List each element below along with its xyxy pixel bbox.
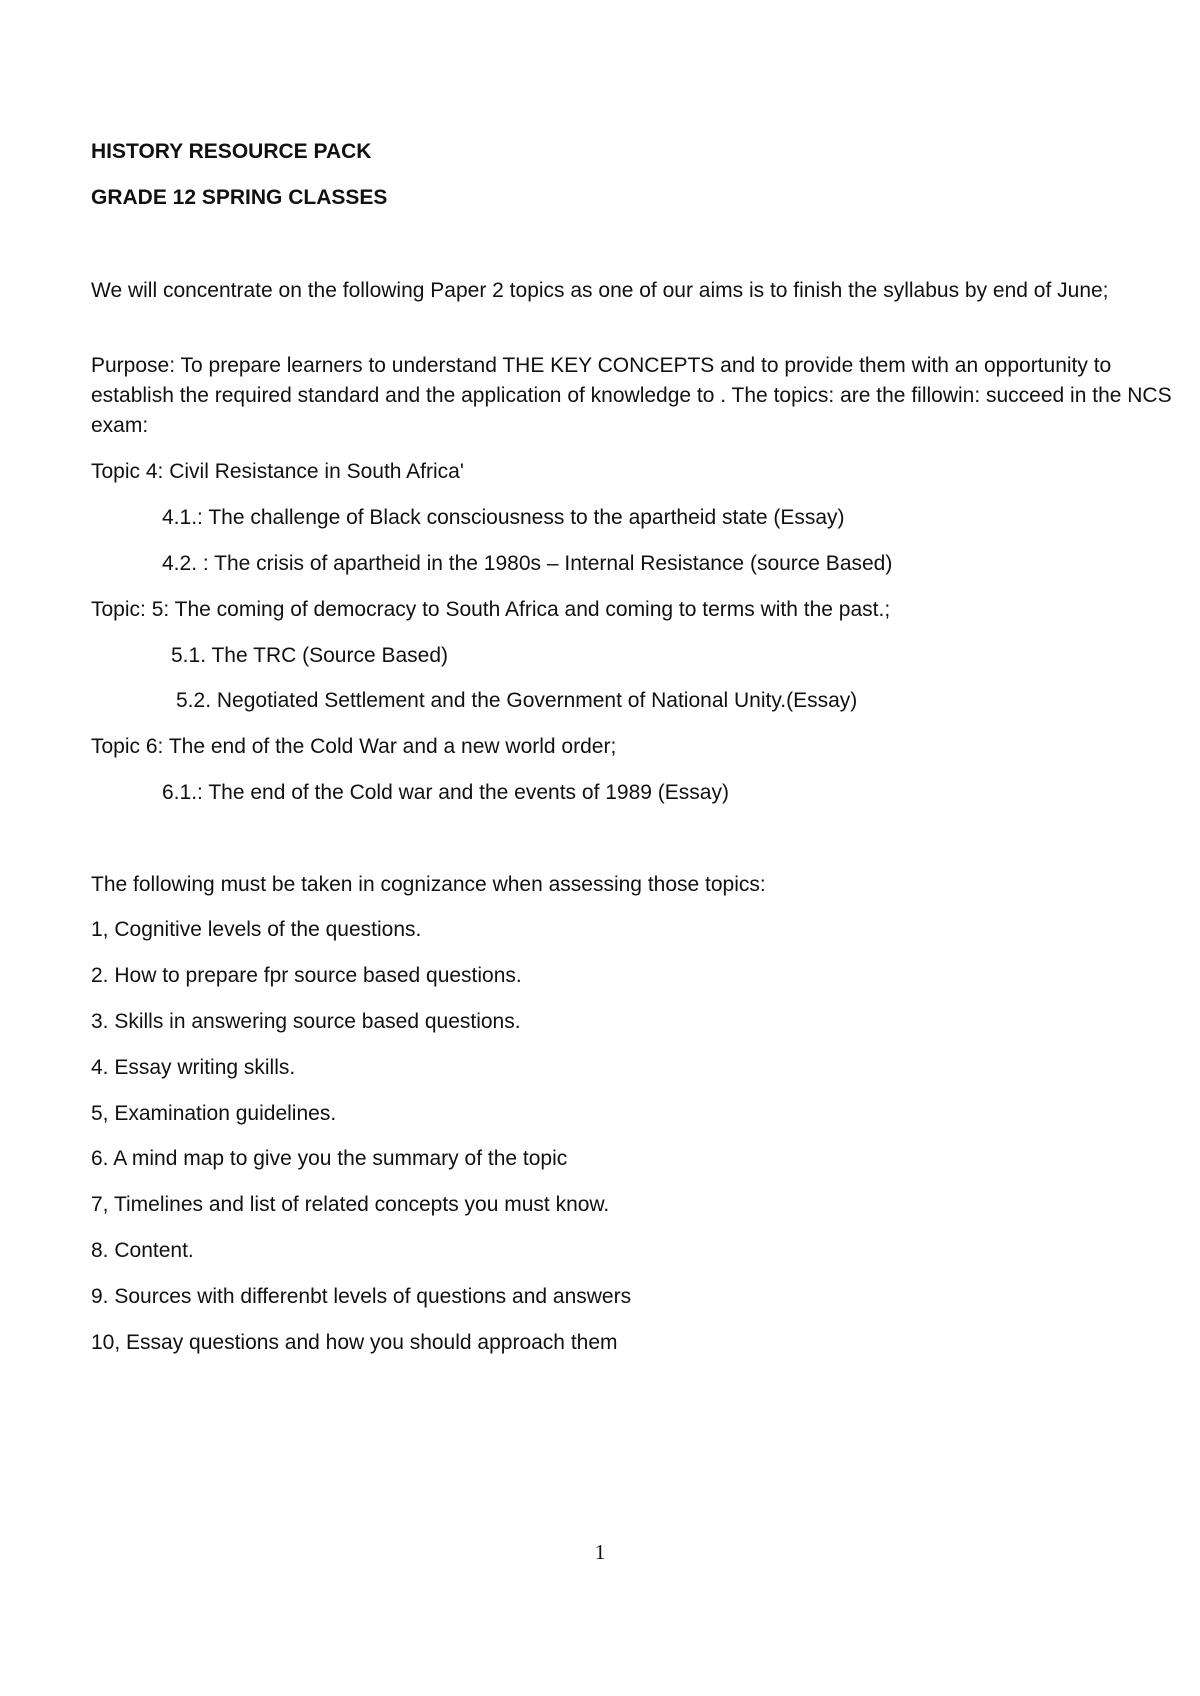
assessment-item: 6. A mind map to give you the summary of the topic — [91, 1147, 568, 1170]
subtopic-item: 6.1.: The end of the Cold war and the events of 1989 (Essay) — [162, 781, 729, 804]
intro-paragraph: We will concentrate on the following Paper 2 topics as one of our aims is to finish the syllabus by end of June; — [91, 279, 1109, 302]
assessment-item: 9. Sources with differenbt levels of questions and answers — [91, 1285, 632, 1308]
assessment-item: 5, Examination guidelines. — [91, 1102, 337, 1125]
assessment-item: 7, Timelines and list of related concepts you must know. — [91, 1193, 610, 1216]
topic-heading: Topic 6: The end of the Cold War and a new world order; — [91, 735, 617, 758]
document-subtitle: GRADE 12 SPRING CLASSES — [91, 186, 388, 209]
assessment-item: 8. Content. — [91, 1239, 194, 1262]
assessment-item: 3. Skills in answering source based questions. — [91, 1010, 521, 1033]
assessment-intro: The following must be taken in cognizance when assessing those topics: — [91, 873, 766, 896]
topic-heading: Topic 4: Civil Resistance in South Africa' — [91, 460, 464, 483]
assessment-item: 2. How to prepare fpr source based questions. — [91, 964, 522, 987]
subtopic-item: 4.2. : The crisis of apartheid in the 1980s – Internal Resistance (source Based) — [162, 552, 893, 575]
assessment-item: 1, Cognitive levels of the questions. — [91, 918, 422, 941]
assessment-item: 4. Essay writing skills. — [91, 1056, 296, 1079]
subtopic-item: 4.1.: The challenge of Black consciousness to the apartheid state (Essay) — [162, 506, 845, 529]
assessment-item: 10, Essay questions and how you should approach them — [91, 1331, 618, 1354]
page-number: 1 — [594, 1540, 606, 1564]
document-title: HISTORY RESOURCE PACK — [91, 140, 372, 163]
subtopic-item: 5.2. Negotiated Settlement and the Government of National Unity.(Essay) — [176, 689, 858, 712]
topic-heading: Topic: 5: The coming of democracy to South Africa and coming to terms with the past.; — [91, 598, 891, 621]
subtopic-item: 5.1. The TRC (Source Based) — [171, 644, 449, 667]
purpose-paragraph: Purpose: To prepare learners to understand THE KEY CONCEPTS and to provide them with an opportunity to establish the required standard and the application of knowledge to . The topics: are the fillowin: succeed in the NCS exam: — [91, 354, 1172, 437]
